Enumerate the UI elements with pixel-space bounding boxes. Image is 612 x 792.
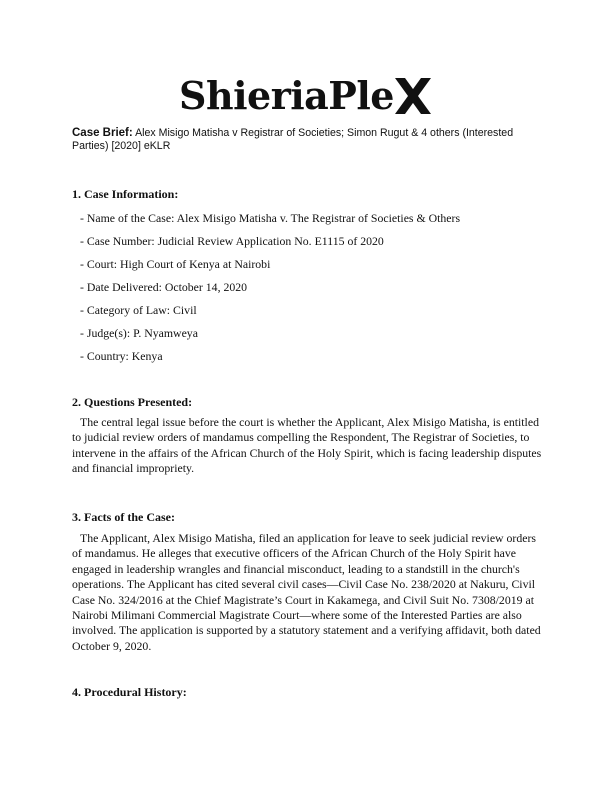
case-information-list [80,211,460,372]
case-brief-label: Case Brief: [72,127,133,139]
logo-text: ShieriaPle [179,73,394,118]
date-delivered-item: - Date Delivered: October 14, 2020 [80,280,248,294]
case-brief-title: Alex Misigo Matisha v Registrar of Societies; Simon Rugut & 4 others (Interested Parties) [2020] eKLR [72,127,514,152]
facts-text: The Applicant, Alex Misigo Matisha, filed an application for leave to seek judicial review orders of mandamus. He alleges that executive officers of the African Church of the Holy Spirit have engaged in leadership wrangles and financial misconduct, leading to a standstill in the church's operations. The Applicant has cited several civil cases—Civil Case No. 238/2020 at Nakuru, Civil Case No. 324/2016 at the Chief Magistrate’s Court in Kakamega, and Civil Suit No. 7308/2019 at Nairobi Milimani Commercial Magistrate Court—where some of the Interested Parties are also involved. The application is supported by a statutory statement and a verifying affidavit, both dated October 9, 2020. [72,531,541,653]
judge-item: - Judge(s): P. Nyamweya [80,326,198,340]
case-brief-line [72,127,540,153]
country-item: - Country: Kenya [80,349,163,363]
questions-presented-text: The central legal issue before the court is whether the Applicant, Alex Misigo Matisha, is entitled to judicial review orders of mandamus compelling the Respondent, The Registrar of Societies, to intervene in the affairs of the African Church of the Holy Spirit, which is facing leadership disputes and financial impropriety. [72,415,542,476]
facts-heading: 3. Facts of the Case: [72,510,175,524]
court-item: - Court: High Court of Kenya at Nairobi [80,257,271,271]
sheriaplex-logo [0,73,612,118]
case-name-item: - Name of the Case: Alex Misigo Matisha v. The Registrar of Societies & Others [80,211,461,225]
category-item: - Category of Law: Civil [80,303,197,317]
case-information-heading: 1. Case Information: [72,187,179,201]
case-number-item: - Case Number: Judicial Review Application No. E1115 of 2020 [80,234,384,248]
x-mark-icon [393,76,433,116]
questions-presented-heading: 2. Questions Presented: [72,395,193,409]
procedural-history-heading: 4. Procedural History: [72,685,187,699]
